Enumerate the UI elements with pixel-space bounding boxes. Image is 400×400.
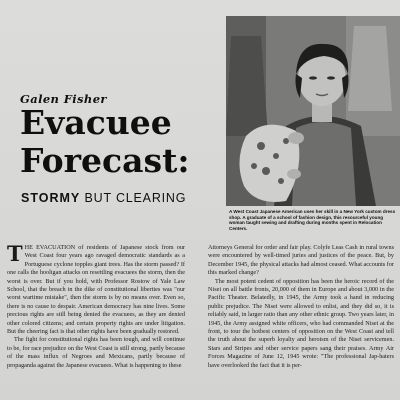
article-title [20,104,225,180]
body-column-left [7,241,185,370]
paragraph: The most potent cedent of opposition has been the heroic record of the Nisei on all battle fronts, 20,000 of them in Europe and about 3,000 in the Pacific Theater. Belatedly, in 1945, the Army took a hand in reducing public prejudice. The Nisei were allowed to enlist, and they did so, it is reliably said, in larger ratio than any other ethnic group. Two years later, in 1945, the Army assigned white officers, who had commanded Nisei at the front, to tour the hotbest centers of opposition on the West Coast and tell the truth about the superb loyalty and heroism of the Nisei servicemen. Stars and Stripes and other service papers sang their praises. Army Air Forces Magazine of June 12, 1945 wrote: "The professional Jap-haters have overlooked the fact that it is per- [208,277,394,369]
paragraph: Attorneys General for order and fair play. Colyfe Leas Cash in rural towns were encountered by well-timed juries and justices of the peace. But, by December 1945, the physical attacks had almost ceased. What accounts for this marked change? [208,244,394,277]
paragraph: The fight for constitutional rights has been tough, and will continue to be, for race prejudice on the West Coast is still strong, partly because of the mass influx of Negroes and Mexicans, partly because of propaganda against the Japanese evacuees. What is happening to these [7,336,185,369]
photo-caption: A West Coast Japanese American uses her skill in a New York custom dress shop. A graduate of a school of fashion design, this resourceful young woman taught sewing and drafting during months spent in Relocation Centers. [229,209,396,231]
title-line-1: Evacuee [20,103,172,142]
body-column-right [208,244,394,370]
drop-cap: T [7,241,23,266]
subtitle-rest: BUT CLEARING [80,191,187,205]
paragraph-text: HE EVACUATION of residents of Japanese stock from our West Coast four years ago ravaged democratic standards as a Portuguese cyclone topples giant trees. Has the storm passed? If one calls the hooligan attacks on resettling evacuees the storm, then the worst is over. But if you hold, with Professor Rostow of Yale Law School, that the breach in the dike of constitutional liberties was "our worst wartime mistake", then the storm is by no means over. Even so, there is no cause to despair. American democracy has nine lives. Some precious rights are still being denied the evacuees, as they are denied other colored citizens; and certain property rights are under litigation. But the cheering fact is that other rights have been gradually restored. [7,244,185,336]
paragraph [7,241,185,336]
author-byline: Galen Fisher [20,92,107,106]
subtitle-strong: STORMY [21,191,81,205]
article-subtitle [21,191,186,205]
title-line-2: Forecast: [20,141,190,180]
photo-illustration [226,16,400,206]
article-photo [226,16,400,206]
